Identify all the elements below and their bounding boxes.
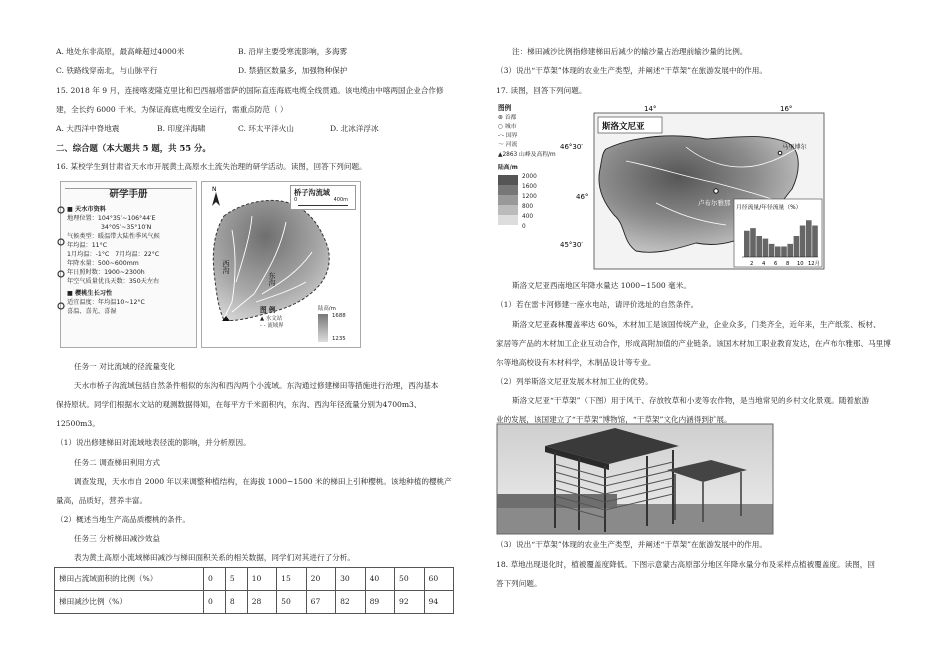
month-label: 12月 (808, 261, 820, 267)
table-cell: 67 (306, 591, 335, 614)
scale-zero: 0 (294, 197, 298, 203)
table-cell: 89 (365, 591, 394, 614)
legend16-title: 图 例 (260, 306, 276, 314)
q15-option-c: C. 环太平洋火山 (238, 124, 294, 133)
handbook-avg-temp: 年均温：11°C (67, 241, 108, 249)
slovenia-legend: 图例 ⊛ 首都 ○ 城市 -·- 国界 ～ 河流 ▲2863 山峰及高程/m 陆高/m 2000 1600 1200 800 400 0 (498, 103, 558, 271)
handbook-geo2: 34°05′~35°10′N (101, 223, 152, 231)
handbook-jan: 1月均温：-1°C (67, 250, 110, 258)
legend-elev-lo: 1235 (332, 336, 346, 342)
capital-marker (714, 189, 718, 193)
maribor-label: 马里博尔 (782, 144, 807, 151)
cherry-title-text: 樱桃生长习性 (75, 289, 113, 297)
slovenia-figure (498, 103, 830, 271)
q17-para2-3: 尔等地高校设有木材科学，木制品设计等专业。 (496, 358, 656, 367)
table-cell: 20 (306, 568, 335, 591)
table-cell: 30 (336, 568, 365, 591)
runoff-bar (800, 226, 806, 258)
runoff-bar (756, 236, 762, 257)
q17-para3-1: 斯洛文尼亚“干草架”（下图）用于风干、存放牧草和小麦等农作物，是当地常见的乡村文化景观。随着旅游 (512, 396, 870, 405)
row2-label: 梯田减沙比例（%） (55, 591, 204, 614)
map16-title: 桥子沟流域 (294, 188, 330, 197)
q17-para3-2: 业的发展，该国建立了“干草架”博物馆，“干草架”文化内涵得到扩展。 (496, 415, 732, 424)
runoff-bar (744, 231, 750, 257)
handbook-city-title: ■ 天水市资料 (67, 206, 106, 213)
q17-para2-1: 斯洛文尼亚森林覆盖率达 60%，木材加工是该国传统产业，企业众多，门类齐全，近年来，生产纸浆、板材、 (512, 320, 881, 329)
precip-line: 斯洛文尼亚西南地区年降水量达 1000~1500 毫米。 (512, 281, 691, 290)
q15-line1: 15. 2018 年 9 月，连接喀麦隆克里比和巴西福塔雷萨的国际直连海底电缆全线贯通。该电缆由中喀两国企业合作修 (56, 86, 444, 95)
task2-para-2: 量高，品质好，营养丰富。 (56, 496, 148, 505)
subq16-1: （1）说出修建梯田对流域地表径流的影响，并分析原因。 (56, 438, 251, 447)
task1-para-3: 12500m3。 (56, 419, 100, 428)
east-gully-label: 东沟 (268, 272, 276, 286)
handbook-climate: 气候类型：暖温带大陆性季风气候 (67, 232, 160, 240)
subq16-3: （3）说出“干草架”体现的农业生产类型，并阐述“干草架”在旅游发展中的作用。 (496, 66, 767, 75)
month-label: 8 (786, 261, 790, 267)
elev-swatch (498, 175, 518, 185)
runoff-bar (763, 239, 769, 257)
subq17-2: （2）列举斯洛文尼亚发展木材加工业的优势。 (496, 377, 653, 386)
scale-bar (298, 205, 348, 207)
legend-peak: ▲2863 山峰及高程/m (498, 151, 556, 158)
table-cell: 15 (277, 568, 306, 591)
hayrack-photo (497, 424, 773, 534)
handbook-air: 年空气质量优良天数：350天左右 (67, 277, 160, 285)
research-handbook (60, 181, 197, 348)
elev-gradient-bar (318, 314, 328, 342)
capital-label: 卢布尔雅那 (698, 199, 731, 207)
handbook-jul: 7月均温：22°C (115, 250, 160, 258)
q14-option-c: C. 铁路线穿南北，与山脉平行 (56, 66, 158, 75)
handbook-cherry2: 喜温、喜光、喜湿 (67, 307, 117, 315)
table-row (55, 568, 454, 591)
legend-elev: 陆高/m (498, 164, 518, 171)
q15-option-b: B. 印度洋海啸 (157, 124, 206, 133)
runoff-bar (750, 228, 756, 257)
handbook-cherry1: 适宜温度：年均温10~12°C (67, 298, 145, 306)
runoff-chart-title: 月径流量/年径流量（%） (736, 205, 802, 211)
north-arrow (212, 186, 220, 206)
month-label: 2 (750, 261, 754, 267)
q14-option-d: D. 禁猎区数量多，加强物种保护 (238, 66, 348, 75)
legend-city: 城市 (504, 123, 517, 130)
west-gully-label: 西沟 (222, 260, 230, 274)
q18-line2: 答下列问题。 (496, 579, 542, 588)
runoff-bar (781, 247, 787, 258)
table-row (55, 591, 454, 614)
elev-swatch (498, 185, 518, 195)
q18-line1: 18. 草地出现退化时，植被覆盖度降低。下图示意蒙古高原部分地区年降水量分布及采样点植被覆盖度。读图，回 (496, 560, 875, 569)
elev-800: 800 (522, 204, 534, 211)
elev-swatch (498, 215, 518, 225)
lat-4630-label: 46°30′ (560, 143, 583, 151)
q15-line2: 建，全长约 6000 千米。为保证海底电缆安全运行，需重点防范（ ） (56, 105, 288, 114)
elev-1600: 1600 (522, 184, 537, 191)
legend17-title: 图例 (498, 104, 512, 112)
slovenia-map (560, 103, 830, 271)
month-label: 6 (774, 261, 778, 267)
handbook-sun: 年日照时数：1900~2300h (67, 268, 145, 276)
table-cell: 10 (247, 568, 276, 591)
q16-intro: 16. 某校学生到甘肃省天水市开展黄土高原水土流失治理的研学活动。读图，回答下列问题。 (56, 162, 367, 171)
task1-para-1: 天水市桥子沟流域包括自然条件相似的东沟和西沟两个小流域。东沟通过修建梯田等措施进行治理，西沟基本 (74, 381, 439, 390)
task2-title: 任务二 调查梯田利用方式 (74, 458, 160, 467)
task2-para-1: 调查发现，天水市自 2000 年以来调整种植结构，在海拔 1000~1500 米的梯田上引种樱桃。该地种植的樱桃产 (74, 477, 452, 486)
table-cell: 50 (395, 568, 424, 591)
map17-title: 斯洛文尼亚 (602, 122, 645, 132)
elev-swatch (498, 205, 518, 215)
q14-option-b: B. 沿岸主要受寒流影响，多海雾 (238, 47, 348, 56)
watershed-area (213, 200, 329, 323)
legend-elev-hi: 1688 (332, 313, 346, 319)
runoff-bar (787, 244, 793, 257)
note-line: 注：梯田减沙比例指修建梯田后减少的输沙量占治理前输沙量的比例。 (512, 47, 748, 56)
elev-400: 400 (522, 214, 534, 221)
table-cell: 0 (204, 591, 226, 614)
scale-400: 400m (333, 197, 348, 203)
legend-capital: 首都 (504, 114, 517, 121)
task1-para-2: 保持原状。同学们根据水文站的观测数据得知，在每平方千米面积内，东沟、西沟年径流量分别为4700m3、 (56, 400, 422, 409)
month-label: 10 (797, 261, 804, 267)
table-cell: 40 (365, 568, 394, 591)
table-cell: 60 (424, 568, 454, 591)
task3-para-1: 表为黄土高原小流域梯田减沙与梯田面积关系的相关数据，同学们对其进行了分析。 (74, 553, 355, 562)
table-cell: 94 (424, 591, 454, 614)
legend-boundary: 流域界 (267, 322, 284, 329)
handbook-geo: 地理位置：104°35′~106°44′E (67, 214, 156, 222)
map16-title-box (290, 185, 356, 210)
city-title-text: 天水市资料 (75, 206, 106, 213)
section-2-heading: 二、综合题（本大题共 5 题，共 55 分。 (56, 143, 211, 153)
handbook-title: 研学手册 (109, 189, 148, 200)
legend-river: 河流 (505, 142, 518, 149)
subq17-1: （1）若在雷卡河修建一座水电站，请评价选址的自然条件。 (496, 300, 699, 309)
elev-1200: 1200 (522, 194, 537, 201)
runoff-bar (794, 236, 800, 257)
legend-station: 水文站 (265, 316, 283, 323)
table-cell: 82 (336, 591, 365, 614)
elev-swatch (498, 195, 518, 205)
runoff-bar (812, 226, 818, 258)
legend-border: 国界 (505, 133, 518, 140)
month-label: 4 (762, 261, 766, 267)
lat-46-label: 46° (576, 193, 589, 201)
subq16-2: （2）概述当地生产高品质樱桃的条件。 (56, 515, 190, 524)
binding-rings (55, 202, 67, 332)
watershed-map (201, 181, 361, 348)
city-marker (778, 151, 782, 155)
q15-option-a: A. 大西洋中脊地震 (56, 124, 120, 133)
map16-legend: 图 例 ▲ 水文站 - - 流域界 陆高/m 1688 1235 (260, 306, 356, 344)
north-label: N (212, 186, 217, 193)
runoff-bar (769, 244, 775, 257)
handbook-cherry-title: ■ 樱桃生长习性 (67, 289, 113, 297)
runoff-bar (775, 247, 781, 258)
elev-0: 0 (522, 224, 526, 231)
legend-elev-label: 陆高/m (318, 306, 336, 312)
q17-para2-2: 家居等产品的木材加工企业互动合作，形成高附加值的产业链条。该国木材加工职业教育发达，在卢布尔雅那、马里博 (496, 339, 891, 348)
runoff-bar (806, 220, 812, 257)
table-cell: 92 (395, 591, 424, 614)
table-cell: 0 (204, 568, 226, 591)
q14-option-a: A. 地处东非高原，最高峰超过4000米 (56, 47, 185, 56)
lat-4530-label: 45°30′ (560, 241, 583, 249)
elev-2000: 2000 (522, 174, 537, 181)
task1-title: 任务一 对比流域的径流量变化 (74, 362, 176, 371)
row1-label: 梯田占流域面积的比例（%） (55, 568, 204, 591)
task3-title: 任务三 分析梯田减沙效益 (74, 534, 160, 543)
table-cell: 28 (247, 591, 276, 614)
table-cell: 5 (225, 568, 247, 591)
lon-16-label: 16° (780, 105, 793, 113)
terrace-data-table (54, 567, 454, 614)
subq17-3: （3）说出“干草架”体现的农业生产类型，并阐述“干草架”在旅游发展中的作用。 (496, 540, 767, 549)
q17-heading: 17. 读图，回答下列问题。 (496, 86, 587, 95)
handbook-precip: 年降水量：500~600mm (67, 259, 139, 267)
table-cell: 8 (225, 591, 247, 614)
q15-option-d: D. 北冰洋浮冰 (330, 124, 379, 133)
handbook-divider (65, 188, 192, 189)
lon-14-label: 14° (644, 105, 657, 113)
table-cell: 50 (277, 591, 306, 614)
